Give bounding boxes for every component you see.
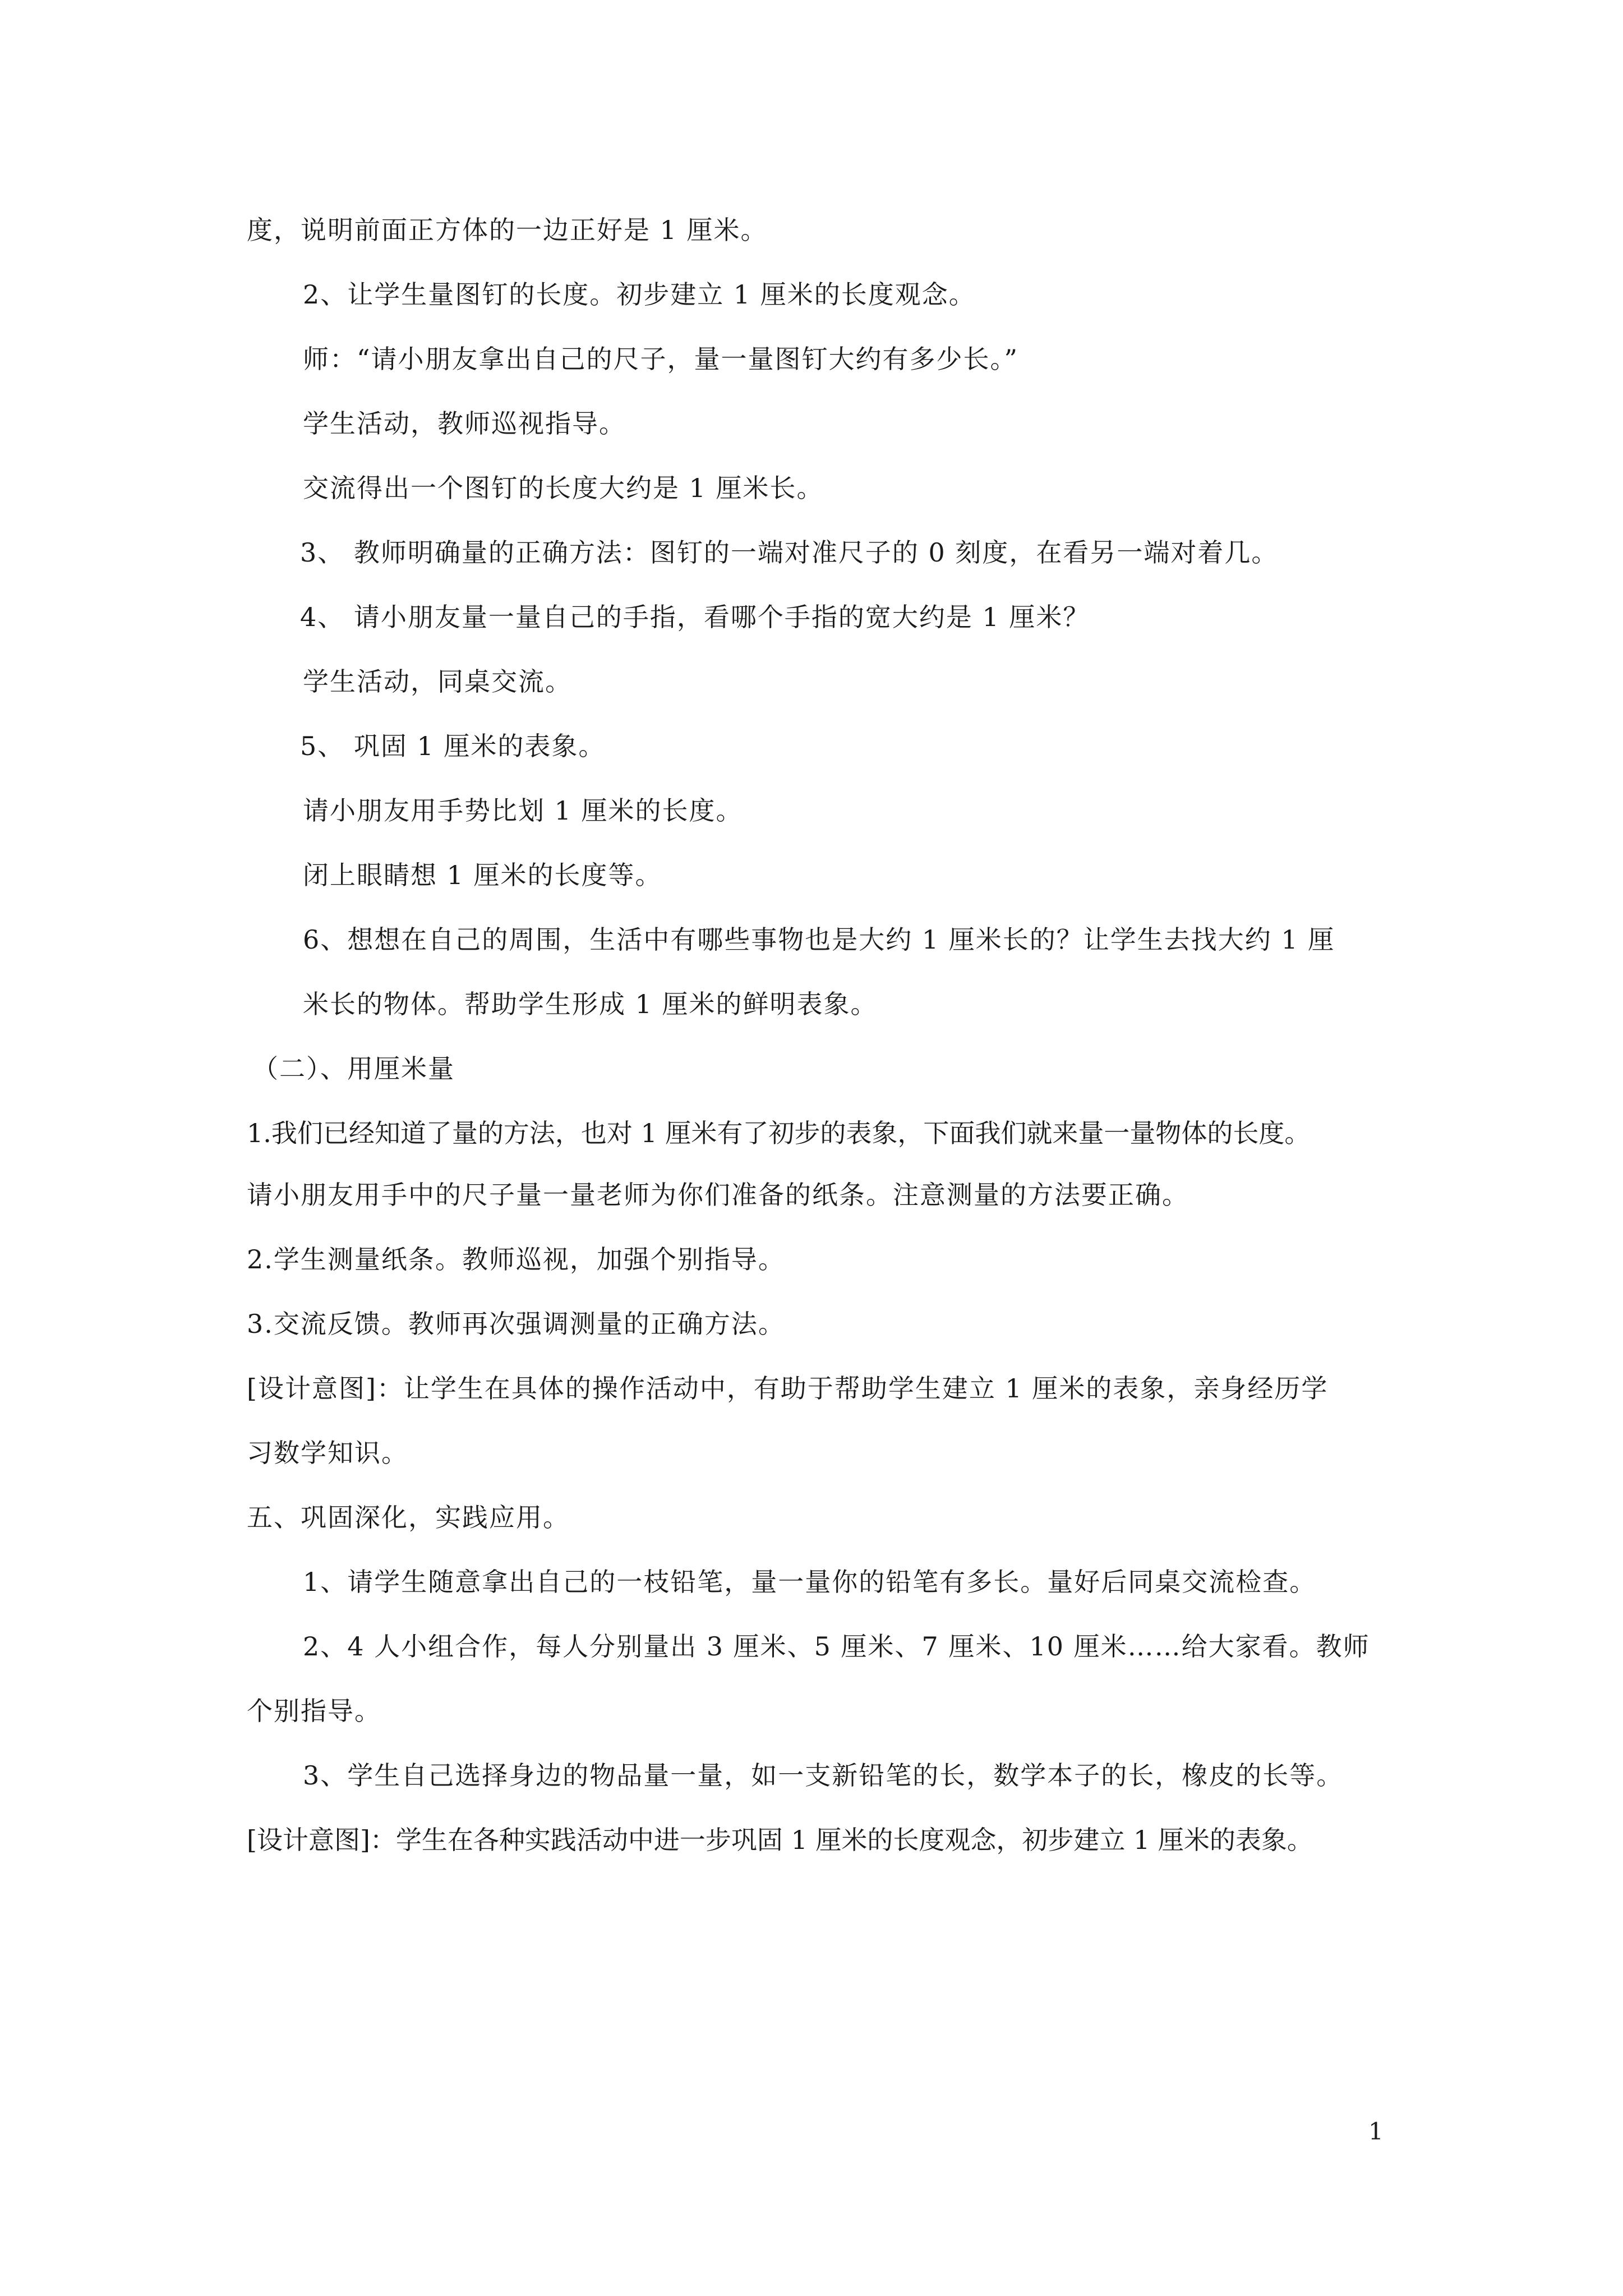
text-line: [设计意图]：学生在各种实践活动中进一步巩固 1 厘米的长度观念，初步建立 1 厘米的表象。 <box>247 1825 1313 1855</box>
text-line: 请小朋友用手中的尺子量一量老师为你们准备的纸条。注意测量的方法要正确。 <box>247 1180 1189 1210</box>
text-line: 2、4 人小组合作，每人分别量出 3 厘米、5 厘米、7 厘米、10 厘米……给大家看。教师 <box>303 1631 1370 1662</box>
text-line: 1、请学生随意拿出自己的一枝铅笔，量一量你的铅笔有多长。量好后同桌交流检查。 <box>303 1567 1317 1597</box>
text-line: 习数学知识。 <box>247 1438 408 1468</box>
text-line: 4、 请小朋友量一量自己的手指，看哪个手指的宽大约是 1 厘米？ <box>300 602 1090 632</box>
text-line: 3、学生自己选择身边的物品量一量，如一支新铅笔的长，数学本子的长，橡皮的长等。 <box>303 1760 1344 1791</box>
text-line: 请小朋友用手势比划 1 厘米的长度。 <box>303 795 743 826</box>
section-heading: （二）、用厘米量 <box>252 1053 455 1084</box>
text-line: 3、 教师明确量的正确方法：图钉的一端对准尺子的 0 刻度，在看另一端对着几。 <box>300 537 1279 568</box>
text-line: 5、 巩固 1 厘米的表象。 <box>300 731 606 761</box>
text-line: 个别指导。 <box>247 1696 381 1726</box>
text-line: [设计意图]：让学生在具体的操作活动中，有助于帮助学生建立 1 厘米的表象，亲身经历学 <box>247 1373 1329 1404</box>
page-number: 1 <box>1368 2118 1384 2145</box>
text-line: 6、想想在自己的周围，生活中有哪些事物也是大约 1 厘米长的？让学生去找大约 1 厘 <box>303 924 1335 955</box>
text-line: 学生活动，教师巡视指导。 <box>303 408 626 439</box>
text-line: 米长的物体。帮助学生形成 1 厘米的鲜明表象。 <box>303 989 878 1019</box>
text-line: 师：“请小朋友拿出自己的尺子，量一量图钉大约有多少长。” <box>303 344 1019 374</box>
text-line: 2、让学生量图钉的长度。初步建立 1 厘米的长度观念。 <box>303 279 976 310</box>
text-line: 3.交流反馈。教师再次强调测量的正确方法。 <box>247 1309 785 1339</box>
text-line: 闭上眼睛想 1 厘米的长度等。 <box>303 860 662 890</box>
text-line: 1.我们已经知道了量的方法，也对 1 厘米有了初步的表象，下面我们就来量一量物体的长度。 <box>247 1118 1311 1148</box>
text-line: 度，说明前面正方体的一边正好是 1 厘米。 <box>247 215 768 245</box>
text-line: 交流得出一个图钉的长度大约是 1 厘米长。 <box>303 473 824 503</box>
text-line: 学生活动，同桌交流。 <box>303 666 572 697</box>
section-heading: 五、巩固深化，实践应用。 <box>247 1502 570 1533</box>
text-line: 2.学生测量纸条。教师巡视，加强个别指导。 <box>247 1244 785 1274</box>
